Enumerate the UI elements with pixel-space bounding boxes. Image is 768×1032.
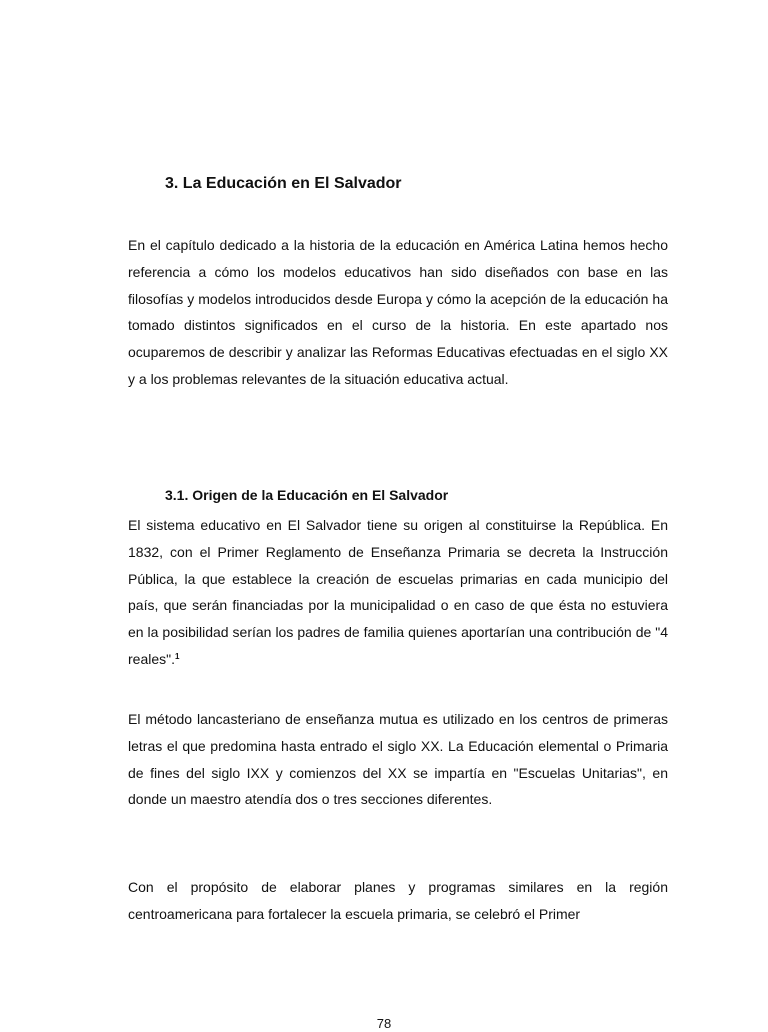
subsection-heading: 3.1. Origen de la Educación en El Salvador [165,487,449,503]
page-number: 78 [376,1016,392,1031]
origin-paragraph-text: El sistema educativo en El Salvador tiene su origen al constituirse la República. En 1832, con el Primer Reglamento de Enseñanza Primaria se decreta la Instrucción Pública, la que establece la creación de escuelas primarias en cada municipio del país, que serán financiadas por la municipalidad o en caso de que ésta no estuviera en la posibilidad serían los padres de familia quienes aportarían una contribución de "4 reales". [128,517,668,667]
origin-paragraph [128,512,668,673]
purpose-paragraph: Con el propósito de elaborar planes y programas similares en la región centroamericana para fortalecer la escuela primaria, se celebró el Primer [128,879,668,922]
intro-paragraph: En el capítulo dedicado a la historia de la educación en América Latina hemos hecho referencia a cómo los modelos educativos han sido diseñados con base en las filosofías y modelos introducidos desde Europa y cómo la acepción de la educación ha tomado distintos significados en el curso de la historia. En este apartado nos ocuparemos de describir y analizar las Reformas Educativas efectuadas en el siglo XX y a los problemas relevantes de la situación educativa actual. [128,237,668,387]
lancaster-paragraph: El método lancasteriano de enseñanza mutua es utilizado en los centros de primeras letras el que predomina hasta entrado el siglo XX. La Educación elemental o Primaria de fines del siglo IXX y comienzos del XX se impartía en "Escuelas Unitarias", en donde un maestro atendía dos o tres secciones diferentes. [128,711,668,808]
section-heading: 3. La Educación en El Salvador [165,175,402,192]
footnote-marker[interactable]: 1 [175,651,180,661]
